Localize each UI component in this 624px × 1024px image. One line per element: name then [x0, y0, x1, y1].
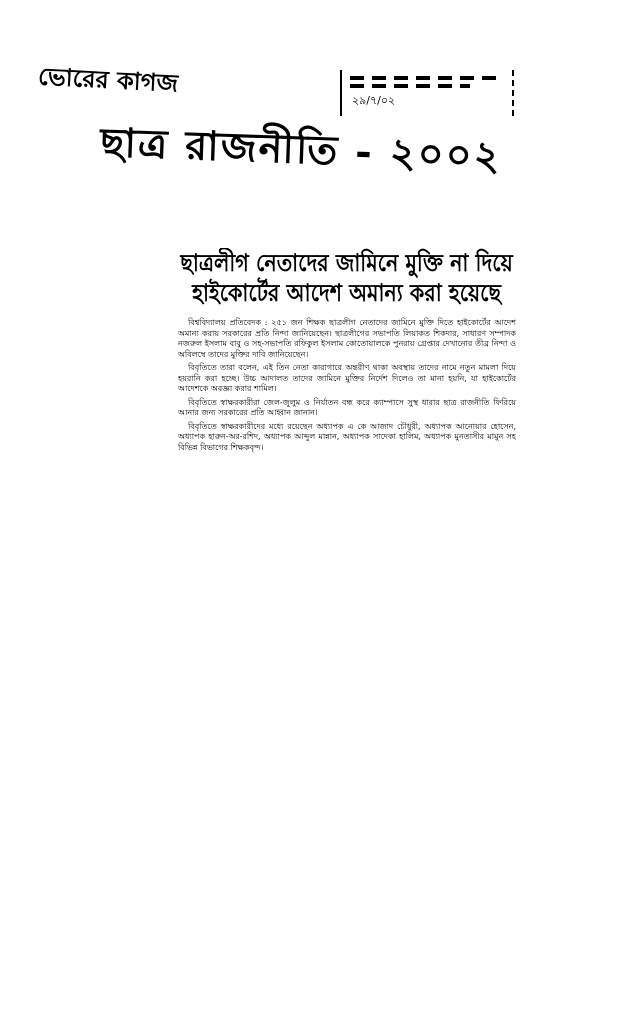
masthead-print-line — [350, 76, 500, 80]
article-headline-line2: হাইকোর্টের আদেশ অমান্য করা হয়েছে — [192, 278, 501, 307]
article-paragraph: বিশ্ববিদ্যালয় প্রতিবেদক : ২৫১ জন শিক্ষক ছাত্রলীগ নেতাদের জামিনে মুক্তি দিতে হাইকোর্টের আদেশ অমান্য করায় সরকারের প্রতি নিন্দা জানিয়েছেন। ছাত্রলীগের সভাপতি লিয়াকত শিকদার, সাধারণ সম্পাদক নজরুল ইসলাম বাবু ও সহ-সভাপতি রফিকুল ইসলাম কোতোয়ালকে পুনরায় গ্রেপ্তার দেখানোর তীব্র নিন্দা ও অবিলম্বে তাদের মুক্তির দাবি জানিয়েছেন। — [178, 318, 516, 359]
handwritten-collection-title: ছাত্র রাজনীতি - ২০০২ — [99, 119, 503, 180]
newspaper-clipping — [178, 248, 516, 510]
handwritten-source-note: ভোরের কাগজ — [37, 61, 179, 98]
article-paragraph: বিবৃতিতে স্বাক্ষরকারীদের মধ্যে রয়েছেন অধ্যাপক এ কে আজাদ চৌধুরী, অধ্যাপক আনোয়ার হোসেন, অধ্যাপক হারুন-অর-রশিদ, অধ্যাপক আব্দুল মান্নান, অধ্যাপক সাদেকা হালিম, অধ্যাপক মুনতাসীর মামুন সহ বিভিন্ন বিভাগের শিক্ষকবৃন্দ। — [178, 421, 516, 452]
article-headline-line1: ছাত্রলীগ নেতাদের জামিনে মুক্তি না দিয়ে — [180, 248, 513, 277]
masthead-print-line — [350, 84, 470, 88]
article-paragraph: বিবৃতিতে তারা বলেন, এই তিন নেতা কারাগারে অন্তরীণ থাকা অবস্থায় তাদের নামে নতুন মামলা দিয়ে হয়রানি করা হচ্ছে। উচ্চ আদালত তাদের জামিনে মুক্তির নির্দেশ দিলেও তা মানা হয়নি, যা হাইকোর্টের আদেশকে অবজ্ঞা করার শামিল। — [178, 363, 516, 393]
masthead-date: ২৯/৭/০২ — [352, 94, 396, 107]
newspaper-masthead-strip — [340, 70, 514, 116]
article-body — [178, 318, 516, 453]
article-paragraph: বিবৃতিতে স্বাক্ষরকারীরা জেল-জুলুম ও নির্যাতন বন্ধ করে ক্যাম্পাসে সুস্থ ধারার ছাত্র রাজনীতি ফিরিয়ে আনার জন্য সরকারের প্রতি আহ্বান জানান। — [178, 397, 516, 417]
